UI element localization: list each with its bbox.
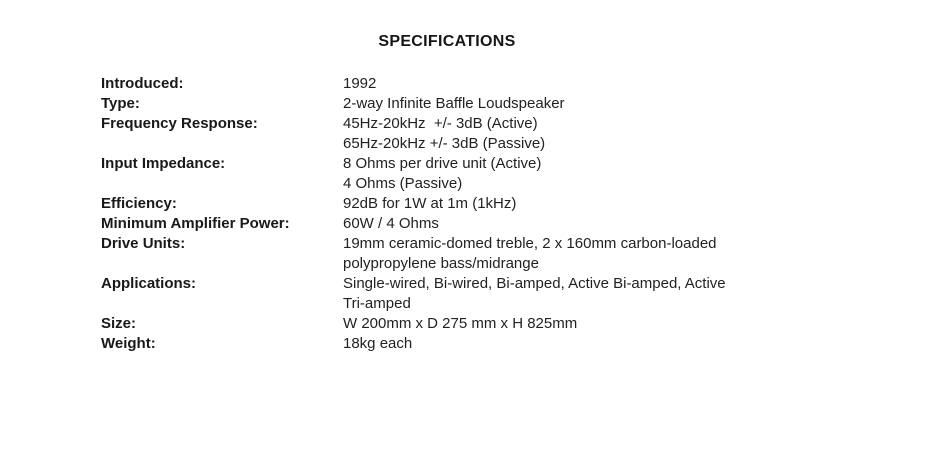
spec-value-line: 19mm ceramic-domed treble, 2 x 160mm carbon-loaded	[343, 235, 717, 252]
spec-value	[343, 74, 726, 94]
spec-value	[343, 154, 726, 194]
spec-value	[343, 334, 726, 354]
spec-label: Applications:	[101, 275, 197, 292]
spec-value-line: W 200mm x D 275 mm x H 825mm	[343, 315, 578, 332]
spec-label: Weight:	[101, 335, 156, 352]
spec-value-line: 92dB for 1W at 1m (1kHz)	[343, 195, 517, 212]
spec-value	[343, 274, 726, 314]
spec-table	[101, 74, 726, 354]
spec-value	[343, 214, 726, 234]
spec-label: Input Impedance:	[101, 155, 226, 172]
spec-value-line: 18kg each	[343, 335, 413, 352]
spec-label: Size:	[101, 315, 137, 332]
spec-value	[343, 114, 726, 154]
spec-label: Type:	[101, 95, 140, 112]
spec-value	[343, 94, 726, 114]
spec-value-line: 60W / 4 Ohms	[343, 215, 439, 232]
spec-label: Efficiency:	[101, 195, 177, 212]
spec-value	[343, 314, 726, 334]
spec-label: Frequency Response:	[101, 115, 258, 132]
spec-value-line: Tri-amped	[343, 295, 411, 312]
spec-value-line: 1992	[343, 75, 377, 92]
spec-value	[343, 234, 726, 274]
spec-value	[343, 194, 726, 214]
spec-value-line: 65Hz-20kHz +/- 3dB (Passive)	[343, 135, 546, 152]
spec-value-line: 2-way Infinite Baffle Loudspeaker	[343, 95, 565, 112]
spec-label: Introduced:	[101, 75, 184, 92]
spec-value-line: Single-wired, Bi-wired, Bi-amped, Active Bi-amped, Active	[343, 275, 726, 292]
spec-value-line: 45Hz-20kHz +/- 3dB (Active)	[343, 115, 538, 132]
spec-value-line: 4 Ohms (Passive)	[343, 175, 463, 192]
page-title: SPECIFICATIONS	[378, 33, 516, 50]
spec-value-line: 8 Ohms per drive unit (Active)	[343, 155, 542, 172]
spec-label: Drive Units:	[101, 235, 186, 252]
spec-label: Minimum Amplifier Power:	[101, 215, 290, 232]
spec-value-line: polypropylene bass/midrange	[343, 255, 539, 272]
